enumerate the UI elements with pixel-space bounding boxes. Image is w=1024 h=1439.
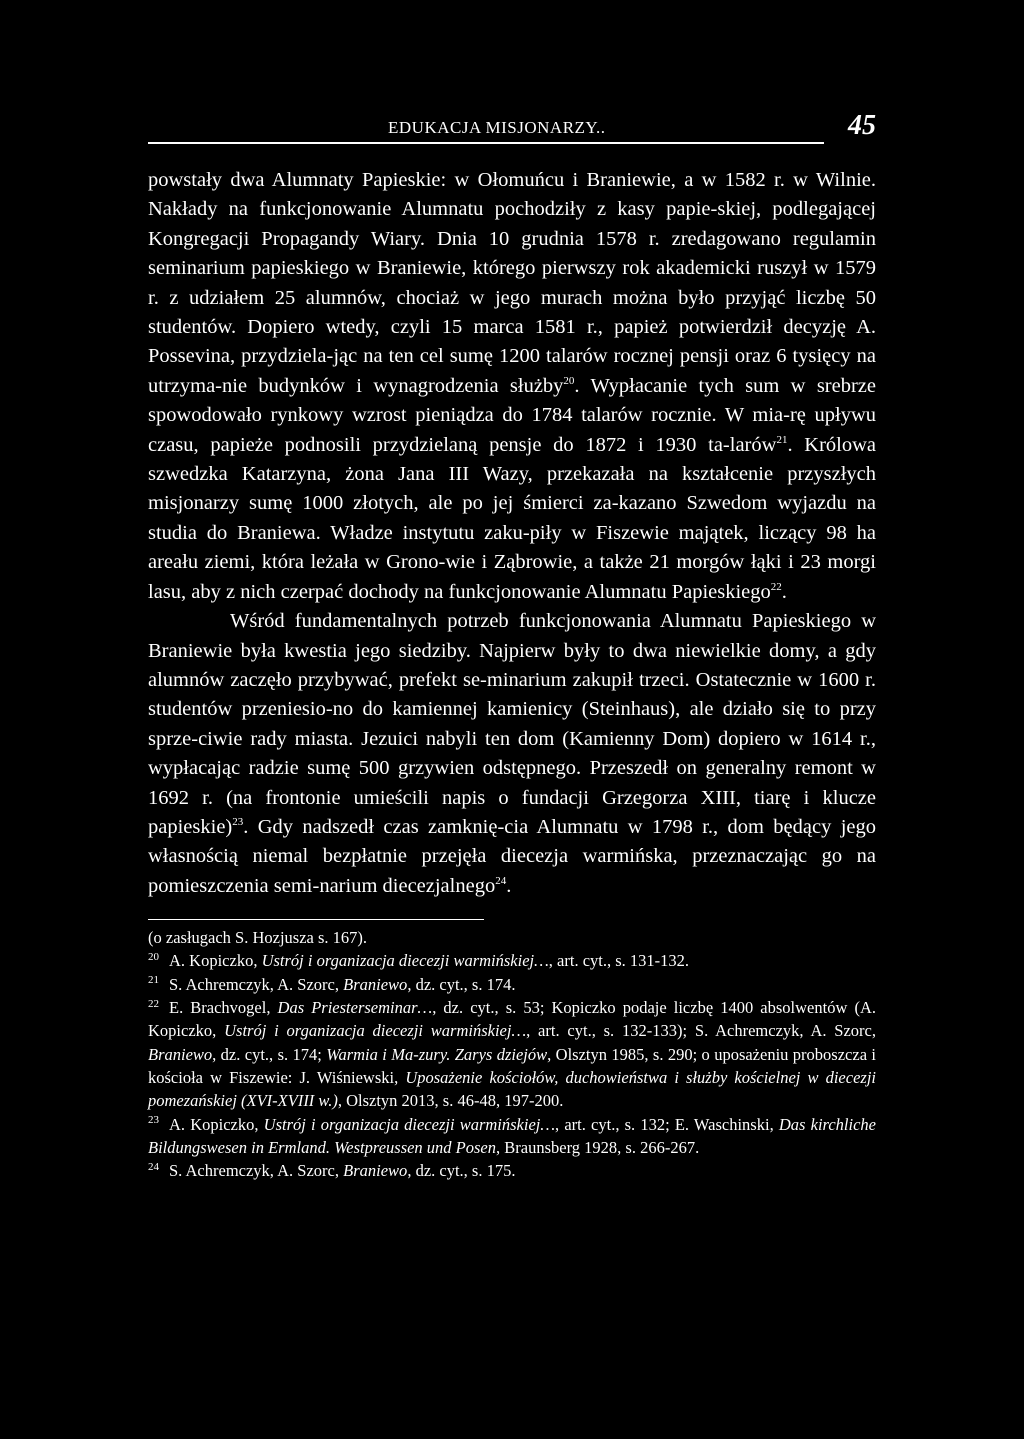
footnote-22 — [148, 996, 876, 1112]
paragraph-1-text-3: . Królowa szwedzka Katarzyna, żona Jana III Wazy, przekazała na kształcenie przyszłych misjonarzy sumę 1000 złotych, ale po jej śmierci za-kazano Szwedom wyjazdu na studia do Braniewa. Władze instytutu zaku-piły w Fiszewie majątek, liczący 98 ha areału ziemi, która leżała w Grono-wie i Ząbrowie, a także 21 morgów łąki i 23 morgi lasu, aby z nich czerpać dochody na funkcjonowanie Alumnatu Papieskiego — [148, 433, 876, 603]
paragraph-2-text-1: Wśród fundamentalnych potrzeb funkcjonowania Alumnatu Papieskiego w Braniewie była kwestia jego siedziby. Najpierw były to dwa niewielkie domy, a gdy alumnów zaczęło przybywać, prefekt se-minarium zakupił trzeci. Ostatecznie w 1600 r. studentów przeniesio-no do kamiennej kamienicy (Steinhaus), ale działo się to przy sprze-ciwie rady miasta. Jezuici nabyli ten dom (Kamienny Dom) dopiero w 1614 r., wypłacając radzie sumę 500 grzywien odstępnego. Przeszedł on generalny remont w 1692 r. (na frontonie umieścili napis o fundacji Grzegorza XIII, tiarę i klucze papieskie) — [148, 610, 876, 838]
footnote-text: , art. cyt., s. 132; E. Waschinski, — [555, 1114, 779, 1134]
footnote-text: , dz. cyt., s. 174. — [407, 974, 516, 994]
footnote-title: Ustrój i organizacja diecezji warmińskiej… — [263, 1114, 556, 1134]
footnote-ref-21: 21 — [776, 433, 788, 446]
footnote-ref-20: 20 — [563, 375, 575, 388]
footnote-number: 21 — [148, 974, 159, 987]
page-number: 45 — [848, 110, 876, 141]
footnote-text: S. Achremczyk, A. Szorc, — [169, 974, 344, 994]
footnote-24 — [148, 1159, 876, 1182]
footnote-number: 22 — [148, 997, 159, 1010]
paragraph-1-text-2: . Wypłacanie tych sum w srebrze spowodowało rynkowy wzrost pieniądza do 1784 talarów rocznie. W mia-rę upływu czasu, papieże podnosili przydzielaną pensje do 1872 i 1930 ta-larów — [148, 374, 877, 456]
footnote-ref-23: 23 — [232, 816, 244, 829]
paragraph-1-text-4: . — [781, 580, 787, 603]
footnote-text: A. Kopiczko, — [169, 1114, 264, 1134]
footnote-title: Uposażenie kościołów, duchowieństwa i służby kościelnej w diecezji pomezańskiej (XVI-XVIII w.) — [148, 1067, 876, 1111]
page — [148, 100, 876, 1182]
footnote-ref-24: 24 — [495, 874, 507, 887]
footnote-title: Warmia i Ma-zury. Zarys dziejów — [326, 1044, 548, 1064]
footnote-20 — [148, 949, 876, 972]
footnote-rule — [148, 919, 484, 920]
footnote-number: 20 — [148, 950, 159, 963]
footnote-title: Braniewo — [343, 974, 408, 994]
body-text — [148, 166, 876, 901]
footnote-text: , dz. cyt., s. 53; Kopiczko podaje liczbę 1400 absolwentów (A. Kopiczko, — [148, 998, 876, 1041]
footnote-text: , Olsztyn 2013, s. 46-48, 197-200. — [337, 1091, 564, 1111]
footnote-text: S. Achremczyk, A. Szorc, — [169, 1161, 344, 1181]
footnote-title: Das kirchliche Bildungswesen in Ermland. Westpreussen und Posen — [148, 1114, 876, 1157]
footnote-title: Ustrój i organizacja diecezji warmińskiej… — [224, 1021, 527, 1041]
footnote-title: Braniewo — [343, 1161, 408, 1181]
footnote-continuation: (o zasługach S. Hozjusza s. 167). — [148, 928, 368, 948]
footnote-title: Ustrój i organizacja diecezji warmińskiej… — [261, 951, 549, 971]
paragraph-2 — [148, 607, 876, 901]
footnote-text: , art. cyt., s. 131-132. — [548, 951, 690, 971]
footnote-number: 23 — [148, 1114, 159, 1127]
footnote-23 — [148, 1113, 876, 1160]
paragraph-2-text-3: . — [506, 874, 512, 897]
running-title: EDUKACJA MISJONARZY.. — [388, 118, 606, 137]
footnote-text: , dz. cyt., s. 175. — [407, 1161, 516, 1181]
footnote-text: , art. cyt., s. 132-133); S. Achremczyk, A. Szorc, — [526, 1021, 876, 1041]
footnotes — [148, 926, 876, 1182]
footnote-ref-22: 22 — [770, 580, 782, 593]
footnote-text: , Olsztyn 1985, s. 290; o uposażeniu proboszcza i kościoła w Fiszewie: J. Wiśniewski, — [148, 1044, 876, 1087]
running-header — [148, 100, 876, 142]
footnote-text: E. Brachvogel, — [169, 998, 278, 1018]
footnote-title: Braniewo — [148, 1044, 213, 1064]
footnote-text: , dz. cyt., s. 174; — [212, 1044, 327, 1064]
header-rule — [148, 142, 824, 144]
paragraph-1 — [148, 166, 876, 607]
footnote-21 — [148, 973, 876, 996]
footnote-text: , Braunsberg 1928, s. 266-267. — [496, 1137, 700, 1157]
footnote-text: A. Kopiczko, — [169, 951, 262, 971]
footnote-number: 24 — [148, 1160, 159, 1173]
paragraph-1-text-1: powstały dwa Alumnaty Papieskie: w Ołomuńcu i Braniewie, a w 1582 r. w Wilnie. Nakłady na funkcjonowanie Alumnatu pochodziły z kasy papie-skiej, podlegającej Kongregacji Propagandy Wiary. Dnia 10 grudnia 1578 r. zredagowano regulamin seminarium papieskiego w Braniewie, którego pierwszy rok akademicki ruszył w 1579 r. z udziałem 25 alumnów, chociaż w jego murach można było przyjąć liczbę 50 studentów. Dopiero wtedy, czyli 15 marca 1581 r., papież potwierdził decyzję A. Possevina, przydziela-jąc na ten cel sumę 1200 talarów rocznej pensji oraz 6 tysięcy na utrzyma-nie budynków i wynagrodzenia służby — [148, 169, 876, 397]
paragraph-2-text-2: . Gdy nadszedł czas zamknię-cia Alumnatu w 1798 r., dom będący jego własnością niemal bezpłatnie przejęła diecezja warmińska, przeznaczając go na pomieszczenia semi-narium diecezjalnego — [148, 815, 876, 897]
footnote-title: Das Priesterseminar… — [277, 998, 433, 1018]
